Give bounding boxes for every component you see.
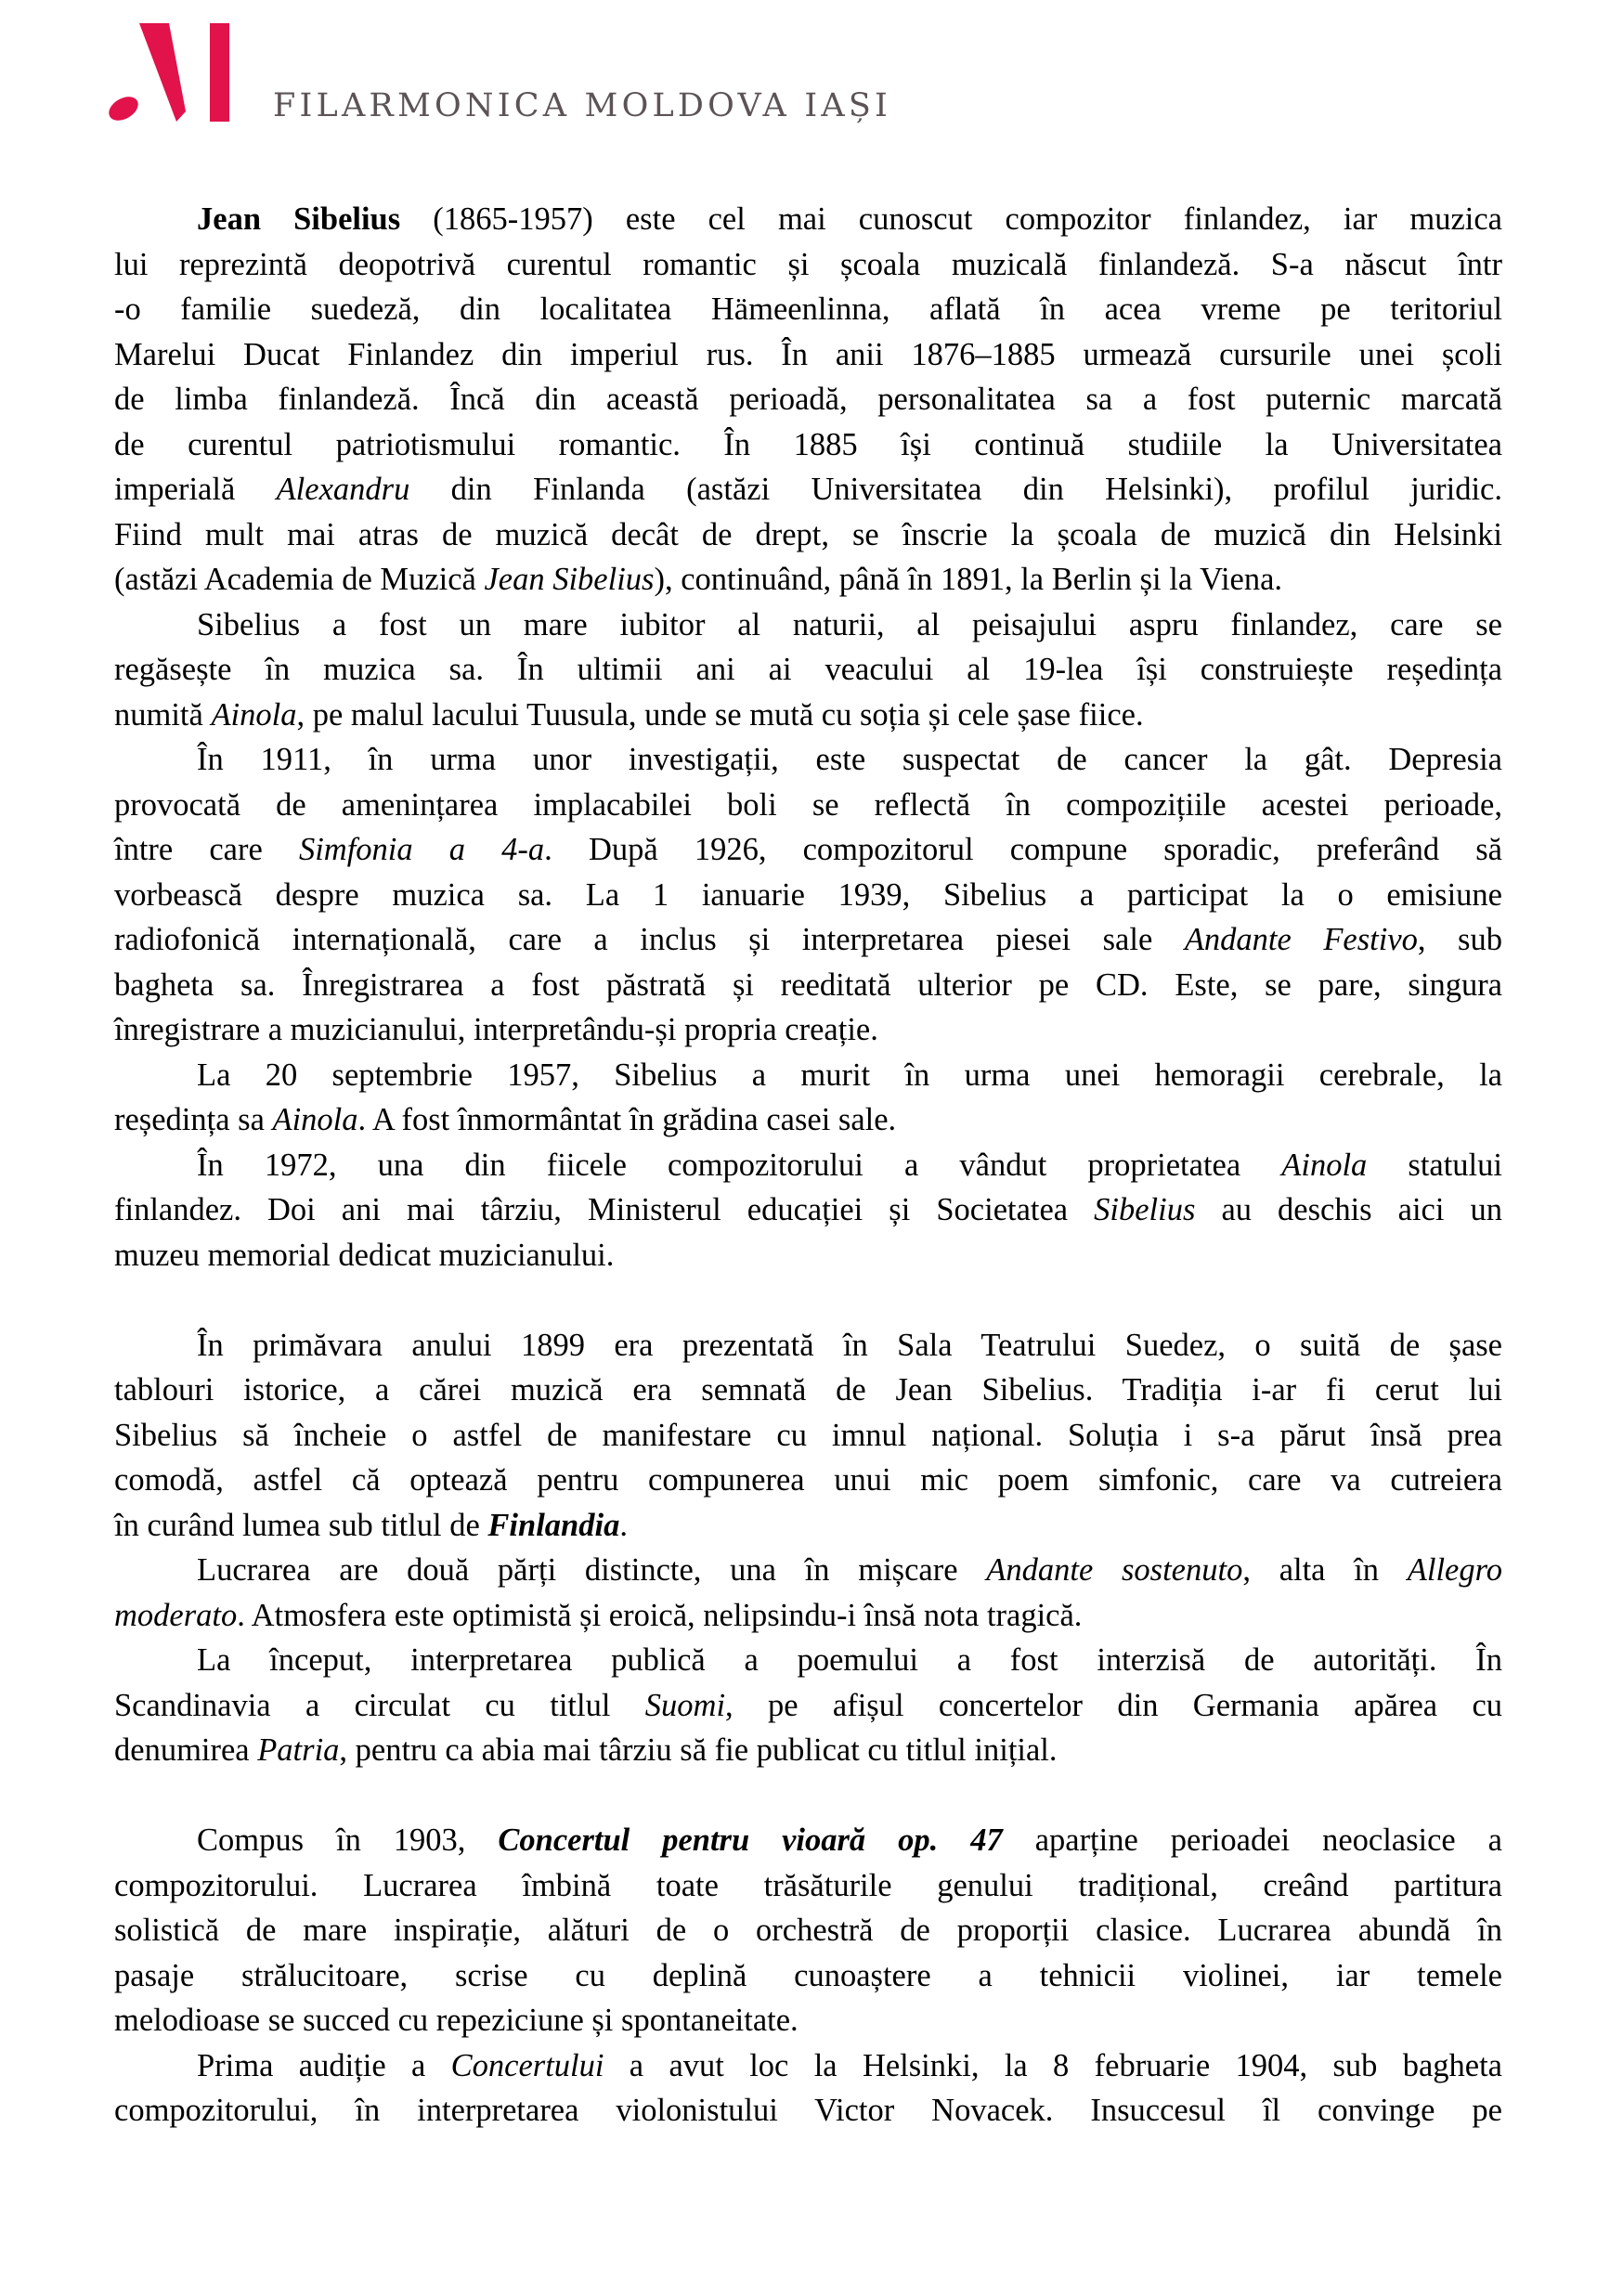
work-title-finlandia: Finlandia bbox=[487, 1507, 620, 1543]
text-line: provocată de amenințarea implacabilei boli se reflectă în compozițiile acestei perioade, bbox=[114, 786, 1502, 823]
paragraph-museum bbox=[114, 1143, 1502, 1278]
text-line: Scandinavia a circulat cu titlul Suomi, pe afișul concertelor din Germania apărea cu bbox=[114, 1687, 1503, 1723]
text-line: finlandez. Doi ani mai târziu, Ministerul educației și Societatea Sibelius au deschis aici un bbox=[114, 1192, 1502, 1227]
brand-name: FILARMONICA MOLDOVA IAȘI bbox=[273, 87, 892, 124]
text-line: tablouri istorice, a cărei muzică era semnată de Jean Sibelius. Tradiția i-ar fi cerut lui bbox=[114, 1372, 1502, 1407]
text-line: numită Ainola, pe malul lacului Tuusula, unde se mută cu soția și cele șase fiice. bbox=[114, 696, 1144, 733]
paragraph-illness bbox=[114, 737, 1502, 1053]
text-line: compozitorului, în interpretarea violonistului Victor Novacek. Insuccesul îl convinge pe bbox=[114, 2093, 1502, 2128]
text-line: pasaje strălucitoare, scrise cu deplină cunoaștere a tehnicii violinei, iar temele bbox=[114, 1957, 1502, 1993]
text-line: Compus în 1903, Concertul pentru vioară op. 47 aparține perioadei neoclasice a bbox=[197, 1823, 1502, 1858]
text-line: muzeu memorial dedicat muzicianului. bbox=[114, 1237, 615, 1273]
text-line: -o familie suedeză, din localitatea Hämeenlinna, aflată în acea vreme pe teritoriul bbox=[114, 292, 1502, 327]
text-line: La 20 septembrie 1957, Sibelius a murit în urma unei hemoragii cerebrale, la bbox=[197, 1057, 1502, 1093]
text-line: Sibelius a fost un mare iubitor al naturii, al peisajului aspru finlandez, care se bbox=[197, 606, 1502, 642]
text-line: radiofonică internațională, care a inclus și interpretarea piesei sale Andante Festivo, sub bbox=[114, 922, 1502, 957]
text-line: În 1972, una din fiicele compozitorului a vândut proprietatea Ainola statului bbox=[197, 1147, 1502, 1183]
text-line: regăsește în muzica sa. În ultimii ani ai veacului al 19-lea își construiește reședința bbox=[114, 652, 1502, 687]
text-line: Fiind mult mai atras de muzică decât de drept, se înscrie la școala de muzică din Helsinki bbox=[114, 516, 1502, 552]
text-line: în curând lumea sub titlul de Finlandia. bbox=[114, 1507, 628, 1543]
text-line: Jean Sibelius (1865-1957) este cel mai cunoscut compozitor finlandez, iar muzica bbox=[197, 201, 1502, 237]
text-line: solistică de mare inspirație, alături de o orchestră de proporții clasice. Lucrarea abundă în bbox=[114, 1913, 1502, 1948]
filarmonica-logo-icon bbox=[102, 19, 241, 130]
text-line: Marelui Ducat Finlandez din imperiul rus. În anii 1876–1885 urmează cursurile unei școli bbox=[114, 336, 1502, 372]
composer-name: Jean Sibelius bbox=[197, 201, 401, 237]
text-line: (astăzi Academia de Muzică Jean Sibelius), continuând, până în 1891, la Berlin și la Viena. bbox=[114, 562, 1283, 597]
blank-line bbox=[114, 1278, 1502, 1323]
paragraph-premiere bbox=[114, 2043, 1502, 2134]
text-line: imperială Alexandru din Finlanda (astăzi Universitatea din Helsinki), profilul juridic. bbox=[114, 472, 1502, 507]
text-line: reședința sa Ainola. A fost înmormântat în grădina casei sale. bbox=[114, 1102, 897, 1137]
text-line: de curentul patriotismului romantic. În 1885 își continuă studiile la Universitatea bbox=[114, 426, 1502, 462]
text-line: între care Simfonia a 4-a. După 1926, compozitorul compune sporadic, preferând să bbox=[114, 832, 1502, 867]
text-line: comodă, astfel că optează pentru compunerea unui mic poem simfonic, care va cutreiera bbox=[114, 1462, 1502, 1498]
paragraph-sibelius-bio bbox=[114, 197, 1502, 603]
text-line: lui reprezintă deopotrivă curentul romantic și școala muzicală finlandeză. S-a născut într bbox=[114, 246, 1502, 282]
text-line: Lucrarea are două părți distincte, una în mișcare Andante sostenuto, alta în Allegro bbox=[197, 1552, 1502, 1588]
text-line: În primăvara anului 1899 era prezentată în Sala Teatrului Suedez, o suită de șase bbox=[197, 1327, 1502, 1363]
work-title-violin-concerto: Concertul pentru vioară op. 47 bbox=[498, 1823, 1003, 1858]
text-line: de limba finlandeză. Încă din această perioadă, personalitatea sa a fost puternic marcată bbox=[114, 382, 1502, 417]
paragraph-death bbox=[114, 1053, 1502, 1143]
text-line: bagheta sa. Înregistrarea a fost păstrată și reeditată ulterior pe CD. Este, se pare, singura bbox=[114, 966, 1502, 1003]
paragraph-censorship bbox=[114, 1638, 1502, 1773]
paragraph-finlandia bbox=[114, 1323, 1502, 1549]
article-body bbox=[114, 197, 1502, 2134]
text-line: melodioase se succed cu repeziciune și spontaneitate. bbox=[114, 2003, 799, 2038]
text-line: denumirea Patria, pentru ca abia mai târziu să fie publicat cu titlul inițial. bbox=[114, 1732, 1058, 1768]
paragraph-nature bbox=[114, 603, 1502, 738]
text-line: compozitorului. Lucrarea îmbină toate trăsăturile genului tradițional, creând partitura bbox=[114, 1867, 1502, 1903]
text-line: vorbească despre muzica sa. La 1 ianuarie 1939, Sibelius a participat la o emisiune bbox=[114, 876, 1502, 913]
text-line: moderato. Atmosfera este optimistă și eroică, nelipsindu-i însă nota tragică. bbox=[114, 1597, 1083, 1633]
paragraph-violin-concerto bbox=[114, 1818, 1502, 2043]
text-line: înregistrare a muzicianului, interpretându-și propria creație. bbox=[114, 1012, 878, 1047]
paragraph-movements bbox=[114, 1548, 1502, 1638]
text-line: Sibelius să încheie o astfel de manifestare cu imnul național. Soluția i s-a părut însă prea bbox=[114, 1417, 1502, 1453]
text-line: Prima audiție a Concertului a avut loc la Helsinki, la 8 februarie 1904, sub bagheta bbox=[197, 2047, 1502, 2083]
text-line: La început, interpretarea publică a poemului a fost interzisă de autorități. În bbox=[197, 1642, 1502, 1678]
text-line: În 1911, în urma unor investigații, este suspectat de cancer la gât. Depresia bbox=[197, 742, 1502, 777]
blank-line bbox=[114, 1773, 1502, 1819]
